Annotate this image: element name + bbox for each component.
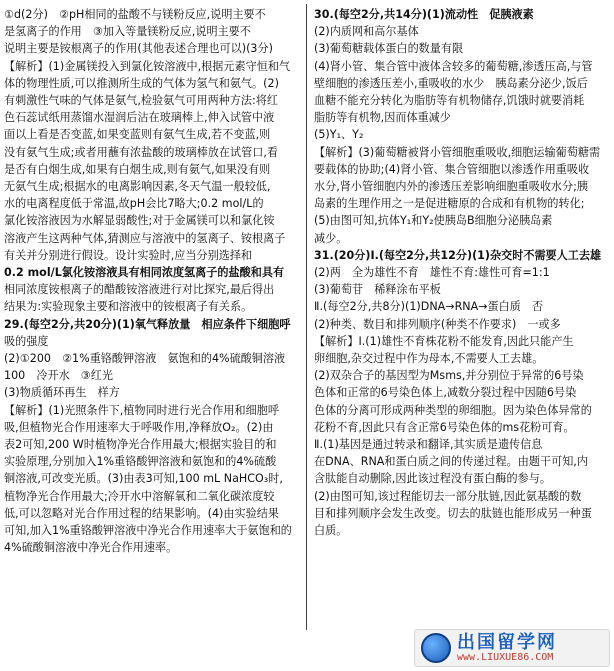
- watermark-title: 出国留学网: [457, 631, 557, 653]
- text-line: 【解析】Ⅰ.(1)雄性不育株花粉不能发育,因此只能产生: [314, 334, 574, 348]
- text-line: (2)种类、数目和排列顺序(种类不作要求) 一或多: [314, 317, 561, 331]
- text-line: 可知,加入1%重铬酸钾溶液中净光合作用速率大于氨饱和的: [4, 524, 292, 538]
- text-line: 没有氨气生成;或者用蘸有浓盐酸的玻璃棒放在试管口,看: [4, 145, 279, 159]
- text-line: 色石蕊试纸用蒸馏水湿润后沾在玻璃棒上,伸入试管中液: [4, 111, 275, 125]
- text-line: 结果为:实验现象主要和溶液中的铵根离子有关系。: [4, 300, 253, 314]
- text-line: 溶液产生这两种气体,猜测应与溶液中的氢离子、铵根离子: [4, 231, 286, 245]
- watermark-logo: [414, 629, 610, 667]
- text-line: Ⅱ.(1)基因是通过转录和翻译,其实质是遗传信息: [314, 438, 543, 452]
- text-line: 相同浓度铵根离子的醋酸铵溶液进行对比探究,最后得出: [4, 283, 275, 297]
- text-line: 吸的强度: [4, 334, 49, 348]
- text-line: 31.(20分)Ⅰ.(每空2分,共12分)(1)杂交时不需要人工去雄: [314, 248, 602, 262]
- text-line: (2)由图可知,该过程能切去一部分肽链,因此氨基酸的数: [314, 489, 582, 503]
- text-line: 花粉不育,因此只有含正常6号染色体的ms花粉可育。: [314, 420, 575, 434]
- text-line: 30.(每空2分,共14分)(1)流动性 促胰液素: [314, 8, 534, 21]
- right-column: [314, 6, 610, 539]
- text-line: 目和排列顺序会发生改变。切去的肽链也能形成另一种蛋: [314, 506, 592, 520]
- text-line: 吸,但植物光合作用速率大于呼吸作用,净释放O₂。(2)由: [4, 420, 274, 434]
- text-line: 水的电离程度低于常温,故pH会比7略大;0.2 mol/L的: [4, 197, 264, 211]
- text-line: 铜溶液,可改变光质。(3)由表3可知,100 mL NaHCO₃时,: [4, 472, 283, 486]
- text-line: (3)物质循环再生 样方: [4, 386, 120, 400]
- left-column: [4, 6, 300, 557]
- text-line: (5)由图可知,抗体Y₁和Y₂使胰岛B细胞分泌胰岛素: [314, 214, 553, 228]
- text-line: 色体的分离可形成两种类型的卵细胞。因为染色体异常的: [314, 403, 592, 417]
- text-line: (2)内质网和高尔基体: [314, 25, 419, 39]
- text-line: 是氢离子的作用 ③加入等量镁粉反应,说明主要不: [4, 25, 251, 39]
- text-line: (3)葡萄苷 稀释涂布平板: [314, 283, 441, 297]
- text-line: Ⅱ.(每空2分,共8分)(1)DNA→RNA→蛋白质 否: [314, 300, 544, 314]
- text-line: (5)Y₁、Y₂: [314, 128, 364, 142]
- text-line: 29.(每空2分,共20分)(1)氧气释放量 相应条件下细胞呼: [4, 317, 291, 331]
- text-line: (4)肾小管、集合管中液体含较多的葡萄糖,渗透压高,与管: [314, 59, 593, 73]
- text-line: 低,可以忽略对光合作用过程的结果影响。(4)由实验结果: [4, 506, 279, 520]
- text-line: 表2可知,200 W时植物净光合作用最大;根据实验目的和: [4, 438, 277, 452]
- text-line: (3)葡萄糖载体蛋白的数量有限: [314, 42, 464, 56]
- text-line: 氯化铵溶液因为水解显弱酸性;对于金属镁可以和氯化铵: [4, 214, 275, 228]
- text-line: 壁细胞的渗透压差小,重吸收的水少 胰岛素分泌少,饭后: [314, 76, 588, 90]
- text-line: 【解析】(3)葡萄糖被肾小管细胞重吸收,细胞运输葡萄糖需: [314, 145, 601, 159]
- text-line: (2)两 全为雄性不育 雄性不育:雄性可育=1:1: [314, 266, 550, 280]
- text-line: 血糖不能充分转化为脂肪等有机物储存,饥饿时就要消耗: [314, 94, 585, 108]
- text-line: 在DNA、RNA和蛋白质之间的传递过程。由题干可知,内: [314, 455, 588, 469]
- text-line: ①d(2分) ②pH相同的盐酸不与镁粉反应,说明主要不: [4, 8, 266, 21]
- text-line: (2)双杂合子的基因型为Msms,并分别位于异常的6号染: [314, 369, 584, 383]
- text-line: 减少。: [314, 231, 348, 245]
- text-line: 水分,肾小管细胞内外的渗透压差影响细胞重吸收水分;胰: [314, 180, 589, 194]
- text-line: 说明主要是铵根离子的作用(其他表述合理也可以)(3分): [4, 42, 273, 56]
- text-line: 体的物理性质,可以推测所生成的气体为氢气和氨气。(2): [4, 76, 279, 90]
- text-line: 0.2 mol/L氯化铵溶液具有相同浓度氢离子的盐酸和具有: [4, 266, 285, 280]
- text-line: 实验原理,分别加入1%重铬酸钾溶液和氨饱和的4%硫酸: [4, 455, 277, 469]
- text-line: 色体和正常的6号染色体上,减数分裂过程中因随6号染: [314, 386, 577, 400]
- text-line: 卵细胞,杂交过程中作为母本,不需要人工去雄。: [314, 352, 544, 366]
- text-line: 4%硫酸铜溶液中净光合作用速率。: [4, 541, 178, 555]
- text-line: 含肽能自动删除,因此该过程没有蛋白酶的参与。: [314, 472, 551, 486]
- text-line: 有刺激性气味的气体是氨气,检验氨气可用两种方法:将红: [4, 94, 279, 108]
- text-line: 是否有白烟生成,如果有白烟生成,则有氨气,如果没有则: [4, 162, 271, 176]
- text-line: 植物净光合作用最大;冷开水中溶解氧和二氧化碳浓度较: [4, 489, 275, 503]
- text-line: 【解析】(1)光照条件下,植物同时进行光合作用和细胞呼: [4, 403, 279, 417]
- watermark-url: www.LIUXUE86.COM: [457, 652, 554, 664]
- text-line: 【解析】(1)金属镁投入到氯化铵溶液中,根据元素守恒和气: [4, 59, 291, 73]
- globe-icon: [421, 633, 451, 663]
- text-line: 100 冷开水 ③红光: [4, 369, 113, 383]
- text-line: 面以上看是否变蓝,如果变蓝则有氨气生成,若不变蓝,则: [4, 128, 271, 142]
- text-line: 有关并分别进行假设。设计实验时,应当分别选择和: [4, 248, 253, 262]
- text-line: 脂肪等有机物,因而体重减少: [314, 111, 451, 125]
- text-line: 岛素的生理作用之一是促进糖原的合成和有机物的转化;: [314, 197, 585, 211]
- text-line: 要载体的协助;(4)肾小管、集合管细胞以渗透作用重吸收: [314, 162, 590, 176]
- text-line: 无氨气生成;根据水的电离影响因素,冬天气温一般较低,: [4, 180, 271, 194]
- text-line: 白质。: [314, 524, 348, 538]
- column-divider: [306, 4, 307, 630]
- text-line: (2)①200 ②1%重铬酸钾溶液 氨饱和的4%硫酸铜溶液: [4, 352, 286, 366]
